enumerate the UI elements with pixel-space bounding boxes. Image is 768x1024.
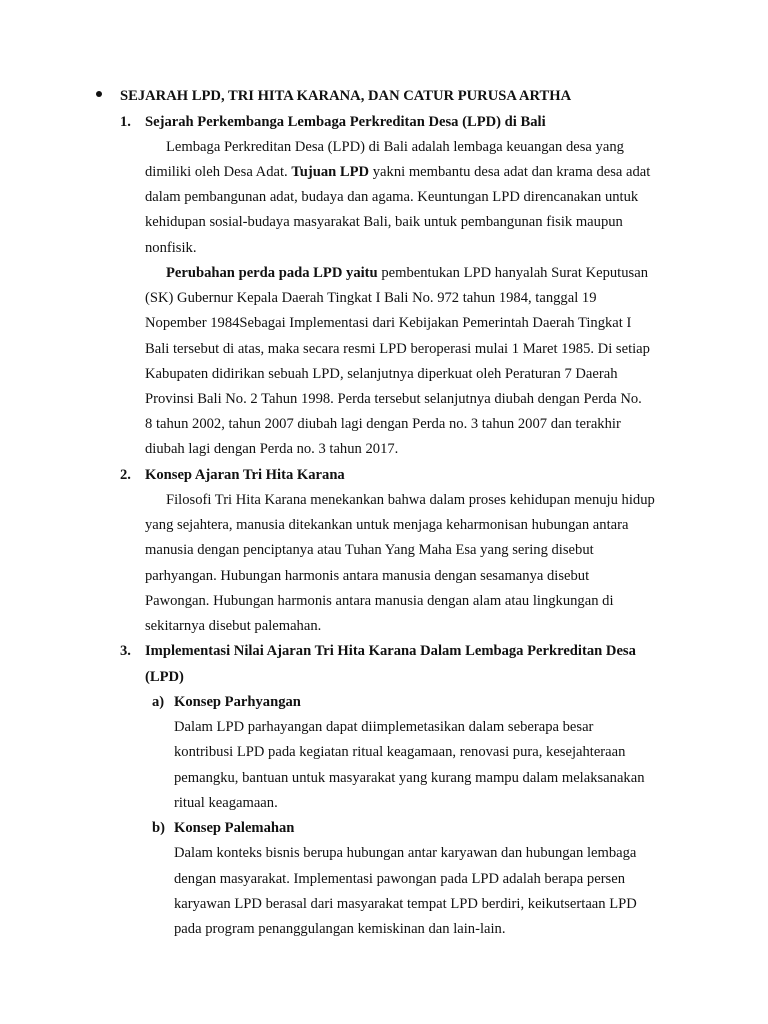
subsection-a-marker: a): [152, 694, 165, 710]
subsection-b-line-3: karyawan LPD berasal dari masyarakat tempat LPD berdiri, keikutsertaan LPD: [174, 896, 637, 912]
section-1-p1-line-2: [145, 165, 650, 180]
section-2-line-3: manusia dengan penciptanya atau Tuhan Yang Maha Esa yang sering disebut: [145, 542, 594, 558]
subsection-a-line-1: Dalam LPD parhayangan dapat diimplemetasikan dalam seberapa besar: [174, 719, 594, 735]
subsection-a-line-4: ritual keagamaan.: [174, 795, 278, 811]
section-1-p1-line-4: kehidupan sosial-budaya masyarakat Bali, baik untuk pembangunan fisik maupun: [145, 214, 623, 230]
section-2-line-1: Filosofi Tri Hita Karana menekankan bahwa dalam proses kehidupan menuju hidup: [166, 492, 655, 508]
subsection-a-line-2: kontribusi LPD pada kegiatan ritual keagamaan, renovasi pura, kesejahteraan: [174, 744, 626, 760]
section-3-number: 3.: [120, 643, 131, 659]
section-1-p2-line-3: Nopember 1984Sebagai Implementasi dari Kebijakan Pemerintah Daerah Tingkat I: [145, 315, 632, 331]
section-2-line-6: sekitarnya disebut palemahan.: [145, 618, 322, 634]
section-2-title: Konsep Ajaran Tri Hita Karana: [145, 467, 345, 483]
section-2-line-4: parhyangan. Hubungan harmonis antara manusia dengan sesamanya disebut: [145, 568, 590, 584]
text-span: pembentukan LPD hanyalah Surat Keputusan: [381, 265, 648, 281]
subsection-a-line-3: pemangku, bantuan untuk masyarakat yang kurang mampu dalam melaksanakan: [174, 770, 645, 786]
section-1-title: Sejarah Perkembanga Lembaga Perkreditan Desa (LPD) di Bali: [145, 114, 546, 130]
section-1-p2-line-8: diubah lagi dengan Perda no. 3 tahun 2017.: [145, 441, 399, 457]
section-2-line-2: yang sejahtera, manusia ditekankan untuk menjaga keharmonisan hubungan antara: [145, 517, 629, 533]
subsection-b-title: Konsep Palemahan: [174, 820, 295, 836]
section-1-p2-line-4: Bali tersebut di atas, maka secara resmi LPD beroperasi mulai 1 Maret 1985. Di setiap: [145, 341, 650, 357]
section-1-p1-line-3: dalam pembangunan adat, budaya dan agama. Keuntungan LPD direncanakan untuk: [145, 189, 639, 205]
text-line: Lembaga Perkreditan Desa (LPD) di Bali adalah lembaga keuangan desa yang: [166, 139, 624, 155]
subsection-a-title: Konsep Parhyangan: [174, 694, 301, 710]
section-1-p2-line-6: Provinsi Bali No. 2 Tahun 1998. Perda tersebut selanjutnya diubah dengan Perda No.: [145, 391, 642, 407]
text-span: dimiliki oleh Desa Adat.: [145, 164, 288, 180]
section-1-p2-line-2: (SK) Gubernur Kepala Daerah Tingkat I Bali No. 972 tahun 1984, tanggal 19: [145, 290, 597, 306]
subsection-b-line-4: pada program penanggulangan kemiskinan dan lain-lain.: [174, 921, 506, 937]
section-1-p2-line-1: [166, 266, 648, 281]
section-3-title-line-2: (LPD): [145, 669, 184, 685]
perubahan-perda-bold: Perubahan perda pada LPD yaitu: [166, 265, 378, 281]
section-1-p1-line-5: nonfisik.: [145, 240, 197, 256]
bullet-icon: [96, 91, 102, 97]
section-1-p2-line-7: 8 tahun 2002, tahun 2007 diubah lagi dengan Perda no. 3 tahun 2007 dan terakhir: [145, 416, 621, 432]
section-3-title-line-1: Implementasi Nilai Ajaran Tri Hita Karana Dalam Lembaga Perkreditan Desa: [145, 643, 636, 659]
section-1-p2-line-5: Kabupaten didirikan sebuah LPD, selanjutnya diperkuat oleh Peraturan 7 Daerah: [145, 366, 618, 382]
section-1-p1-line-1: [166, 140, 674, 155]
tujuan-lpd-bold: Tujuan LPD: [291, 164, 370, 180]
section-2-number: 2.: [120, 467, 131, 483]
text-span: yakni membantu desa adat dan krama desa adat: [372, 164, 651, 180]
subsection-b-line-1: Dalam konteks bisnis berupa hubungan antar karyawan dan hubungan lembaga: [174, 845, 637, 861]
subsection-b-line-2: dengan masyarakat. Implementasi pawongan pada LPD adalah berapa persen: [174, 871, 626, 887]
section-2-line-5: Pawongan. Hubungan harmonis antara manusia dengan alam atau lingkungan di: [145, 593, 614, 609]
subsection-b-marker: b): [152, 820, 165, 836]
document-heading: SEJARAH LPD, TRI HITA KARANA, DAN CATUR PURUSA ARTHA: [120, 88, 572, 104]
section-1-number: 1.: [120, 114, 131, 130]
